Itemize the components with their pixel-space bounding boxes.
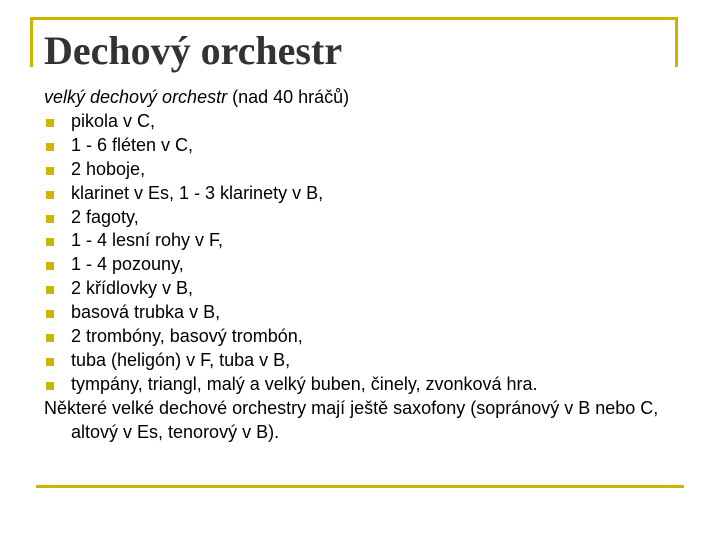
intro-rest: (nad 40 hráčů): [227, 87, 350, 107]
list-item-text: 2 hoboje,: [71, 158, 146, 179]
square-bullet-icon: [46, 358, 54, 366]
list-item: [44, 229, 680, 253]
square-bullet-icon: [46, 310, 54, 318]
instrument-list: [44, 110, 680, 397]
list-item: [44, 301, 680, 325]
list-item-text: 2 trombóny, basový trombón,: [71, 326, 303, 347]
frame-right-line: [675, 17, 678, 67]
closing-paragraph: Některé velké dechové orchestry mají ještě saxofony (sopránový v B nebo C, altový v Es, tenorový v B).: [44, 397, 659, 442]
intro-line: [44, 86, 680, 110]
square-bullet-icon: [46, 215, 54, 223]
frame-left-line: [30, 17, 33, 67]
square-bullet-icon: [46, 238, 54, 246]
list-item-text: 2 křídlovky v B,: [71, 278, 194, 299]
intro-italic: velký dechový orchestr: [44, 87, 228, 107]
list-item: [44, 349, 680, 373]
list-item: [44, 182, 680, 206]
list-item-text: klarinet v Es, 1 - 3 klarinety v B,: [71, 182, 324, 203]
list-item: [44, 373, 680, 397]
list-item-text: pikola v C,: [71, 110, 156, 131]
list-item: [44, 253, 680, 277]
slide-content: [44, 86, 680, 445]
list-item-text: basová trubka v B,: [71, 302, 221, 323]
square-bullet-icon: [46, 167, 54, 175]
square-bullet-icon: [46, 143, 54, 151]
list-item-text: tuba (heligón) v F, tuba v B,: [71, 349, 291, 370]
square-bullet-icon: [46, 382, 54, 390]
list-item-text: 1 - 4 lesní rohy v F,: [71, 230, 224, 251]
list-item: [44, 206, 680, 230]
slide-title: Dechový orchestr: [44, 28, 343, 73]
list-item: [44, 325, 680, 349]
list-item-text: 1 - 4 pozouny,: [71, 254, 184, 275]
list-item-text: 1 - 6 fléten v C,: [71, 134, 194, 155]
list-item: [44, 110, 680, 134]
frame-top-line: [30, 17, 678, 20]
list-item: [44, 134, 680, 158]
square-bullet-icon: [46, 191, 54, 199]
square-bullet-icon: [46, 334, 54, 342]
list-item-text: tympány, triangl, malý a velký buben, činely, zvonková hra.: [71, 373, 538, 394]
list-item: [44, 158, 680, 182]
list-item: [44, 277, 680, 301]
footer-line: [36, 485, 684, 488]
square-bullet-icon: [46, 262, 54, 270]
list-item-text: 2 fagoty,: [71, 206, 139, 227]
square-bullet-icon: [46, 119, 54, 127]
square-bullet-icon: [46, 286, 54, 294]
